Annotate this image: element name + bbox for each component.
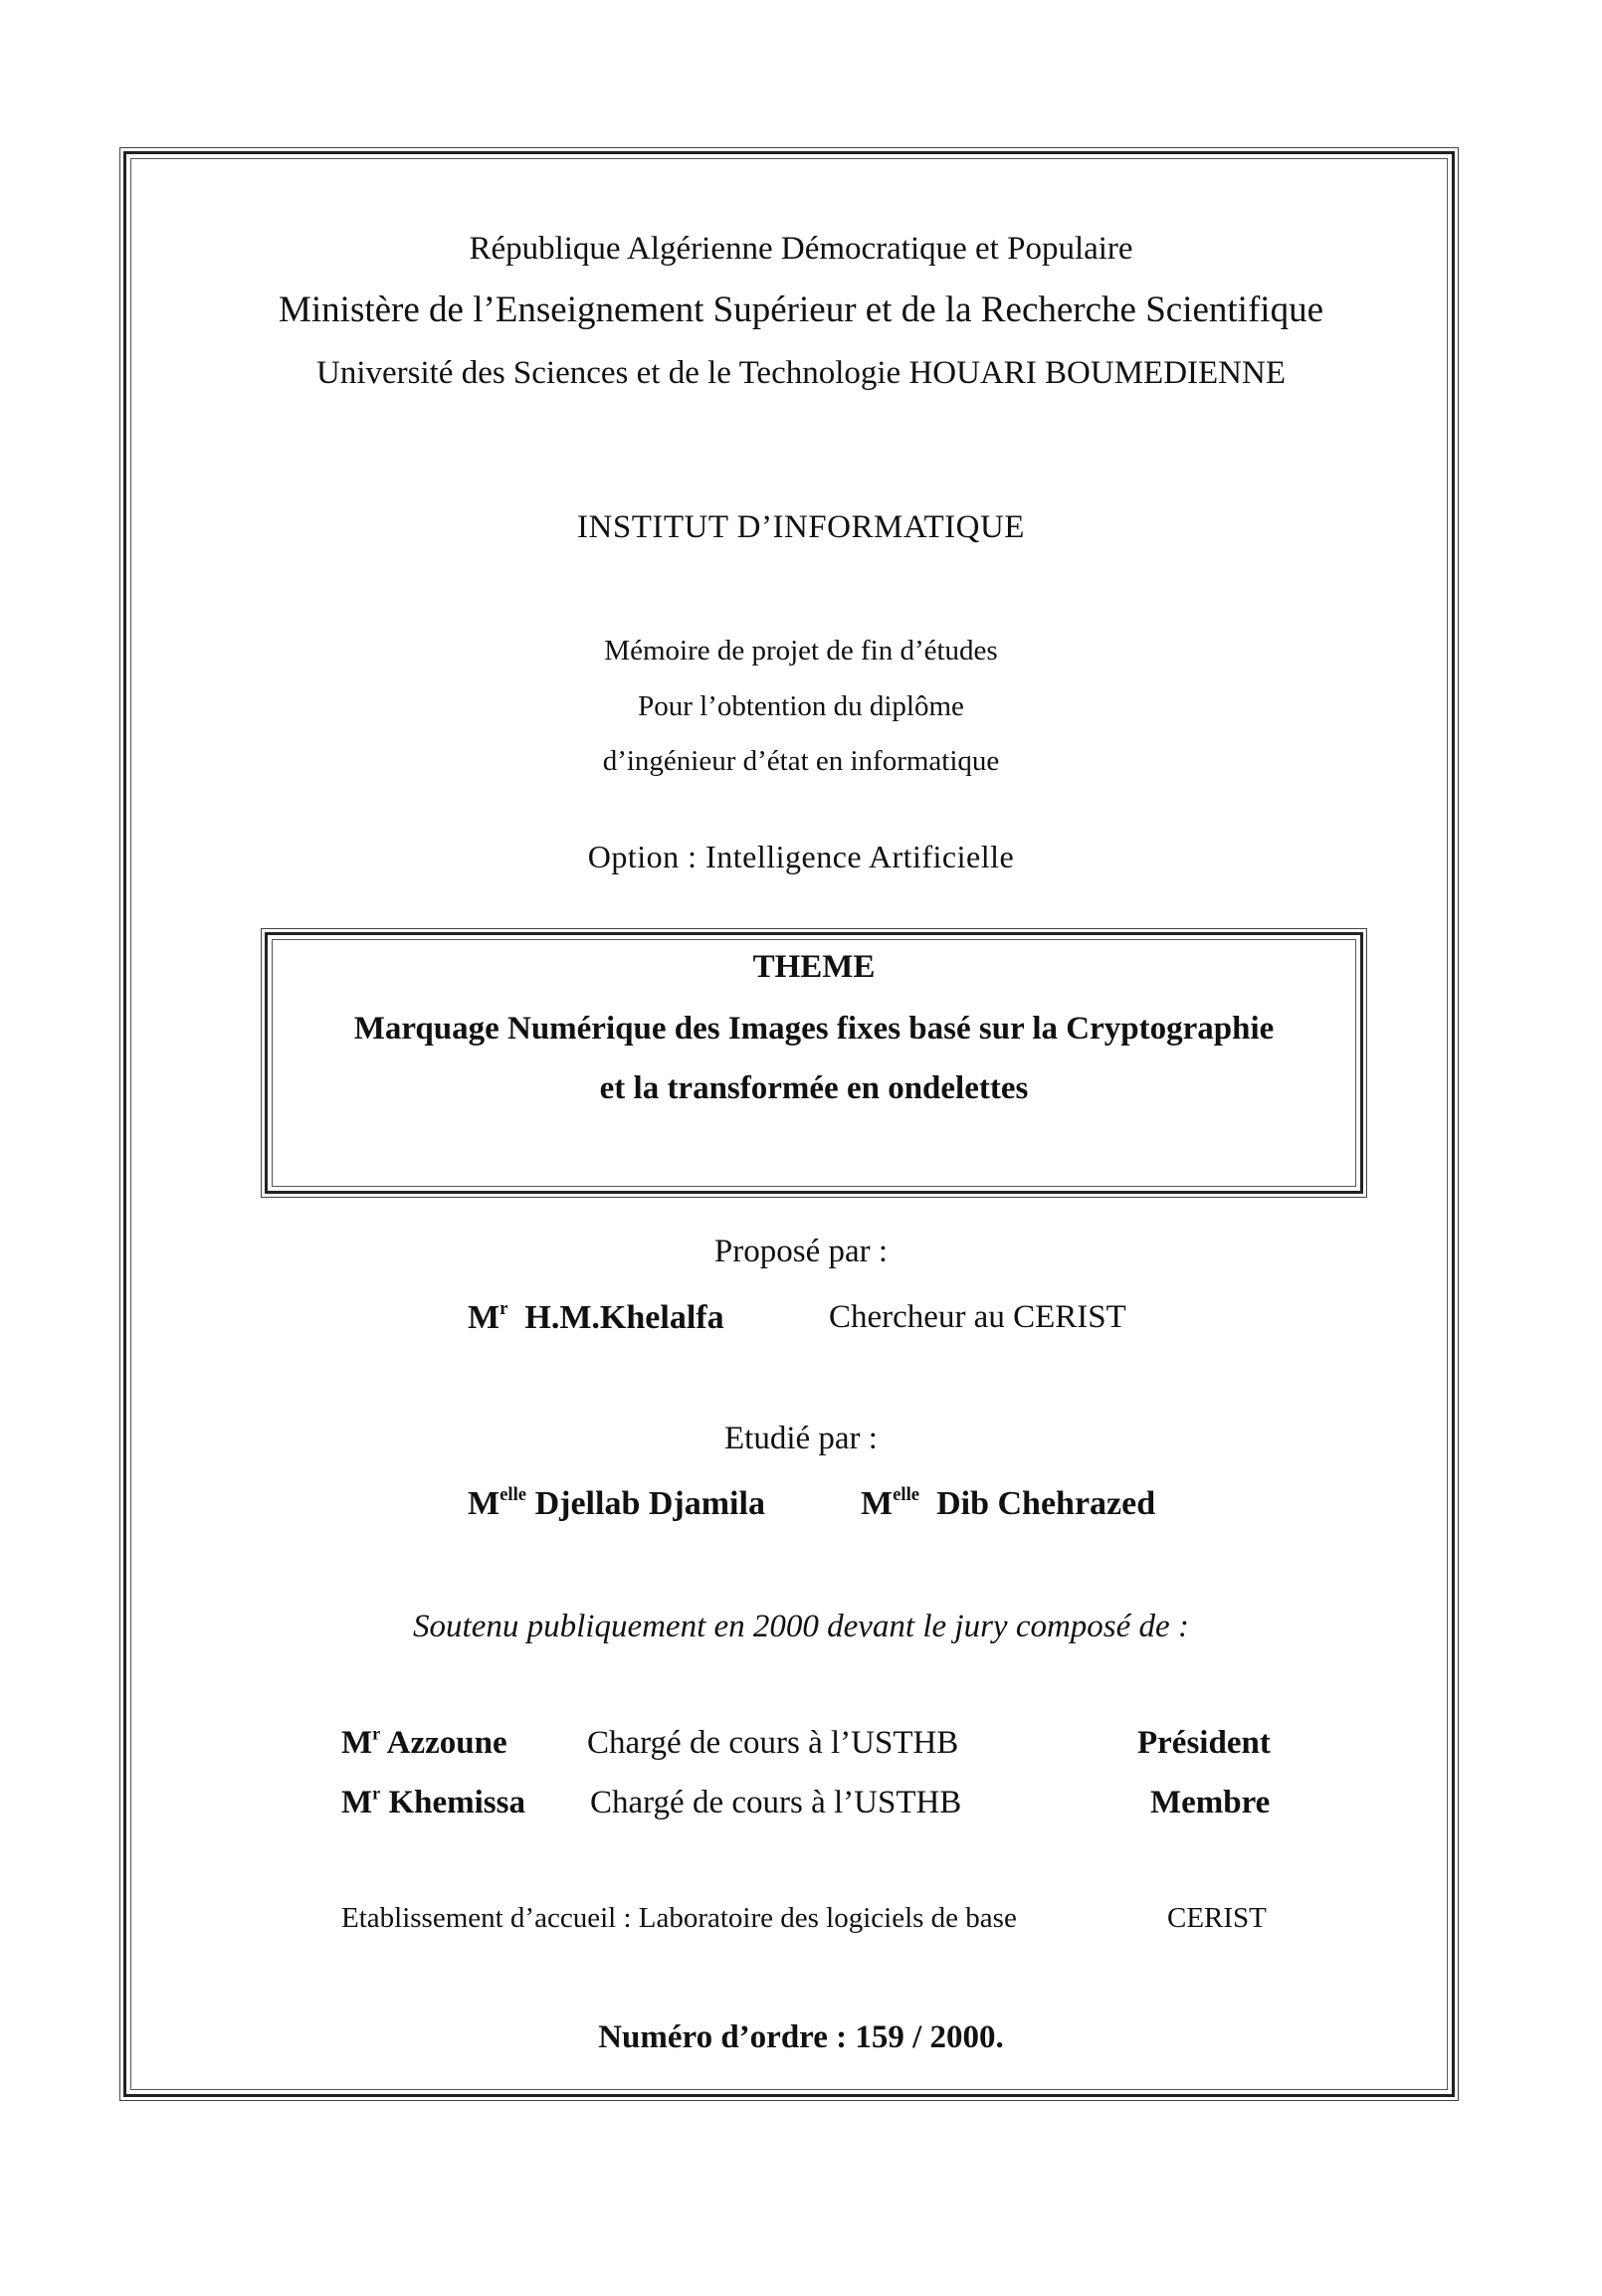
thesis-option: Option : Intelligence Artificielle [587,839,1015,874]
studied-by-label: Etudié par : [724,1421,878,1456]
republic-heading: République Algérienne Démocratique et Populaire [469,231,1133,267]
theme-box [265,932,1363,1194]
proposed-by-label: Proposé par : [713,1234,889,1269]
host-institution: Etablissement d’accueil : Laboratoire des logiciels de base [341,1902,1017,1934]
institute-heading: INSTITUT D’INFORMATIQUE [577,509,1025,545]
jury-member-name: $M^r$ Azzoune [341,1723,507,1761]
student-name: $M^{elle}$ Djellab Djamila [468,1483,765,1522]
theme-title-line2: et la transformée en ondelettes [599,1070,1029,1106]
jury-member-name: $M^r$ Khemissa [341,1783,525,1820]
jury-member-role: Chargé de cours à l’USTHB [590,1785,962,1820]
jury-intro: Soutenu publiquement en 2000 devant le jury composé de : [413,1609,1189,1644]
jury-member-role: Chargé de cours à l’USTHB [587,1725,959,1761]
jury-member-function: Membre [1150,1785,1271,1820]
supervisor-role: Chercheur au CERIST [829,1299,1126,1335]
ministry-heading: Ministère de l’Enseignement Supérieur et de la Recherche Scientifique [278,289,1323,330]
theme-label: THEME [752,949,876,985]
thesis-type-line: Mémoire de projet de fin d’études [604,635,998,667]
host-organization: CERIST [1167,1902,1267,1934]
thesis-purpose-line: Pour l’obtention du diplôme [638,690,964,722]
theme-title-line1: Marquage Numérique des Images fixes basé sur la Cryptographie [353,1011,1275,1047]
jury-member-function: Président [1137,1725,1271,1761]
thesis-degree-line: d’ingénieur d’état en informatique [602,745,1000,777]
student-name: $M^{elle}$ Dib Chehrazed [861,1483,1156,1522]
university-heading: Université des Sciences et de le Technologie HOUARI BOUMEDIENNE [315,355,1286,391]
supervisor-name: $M^r$ H.M.Khelalfa [468,1297,724,1336]
order-number: Numéro d’ordre : 159 / 2000. [598,2019,1004,2055]
